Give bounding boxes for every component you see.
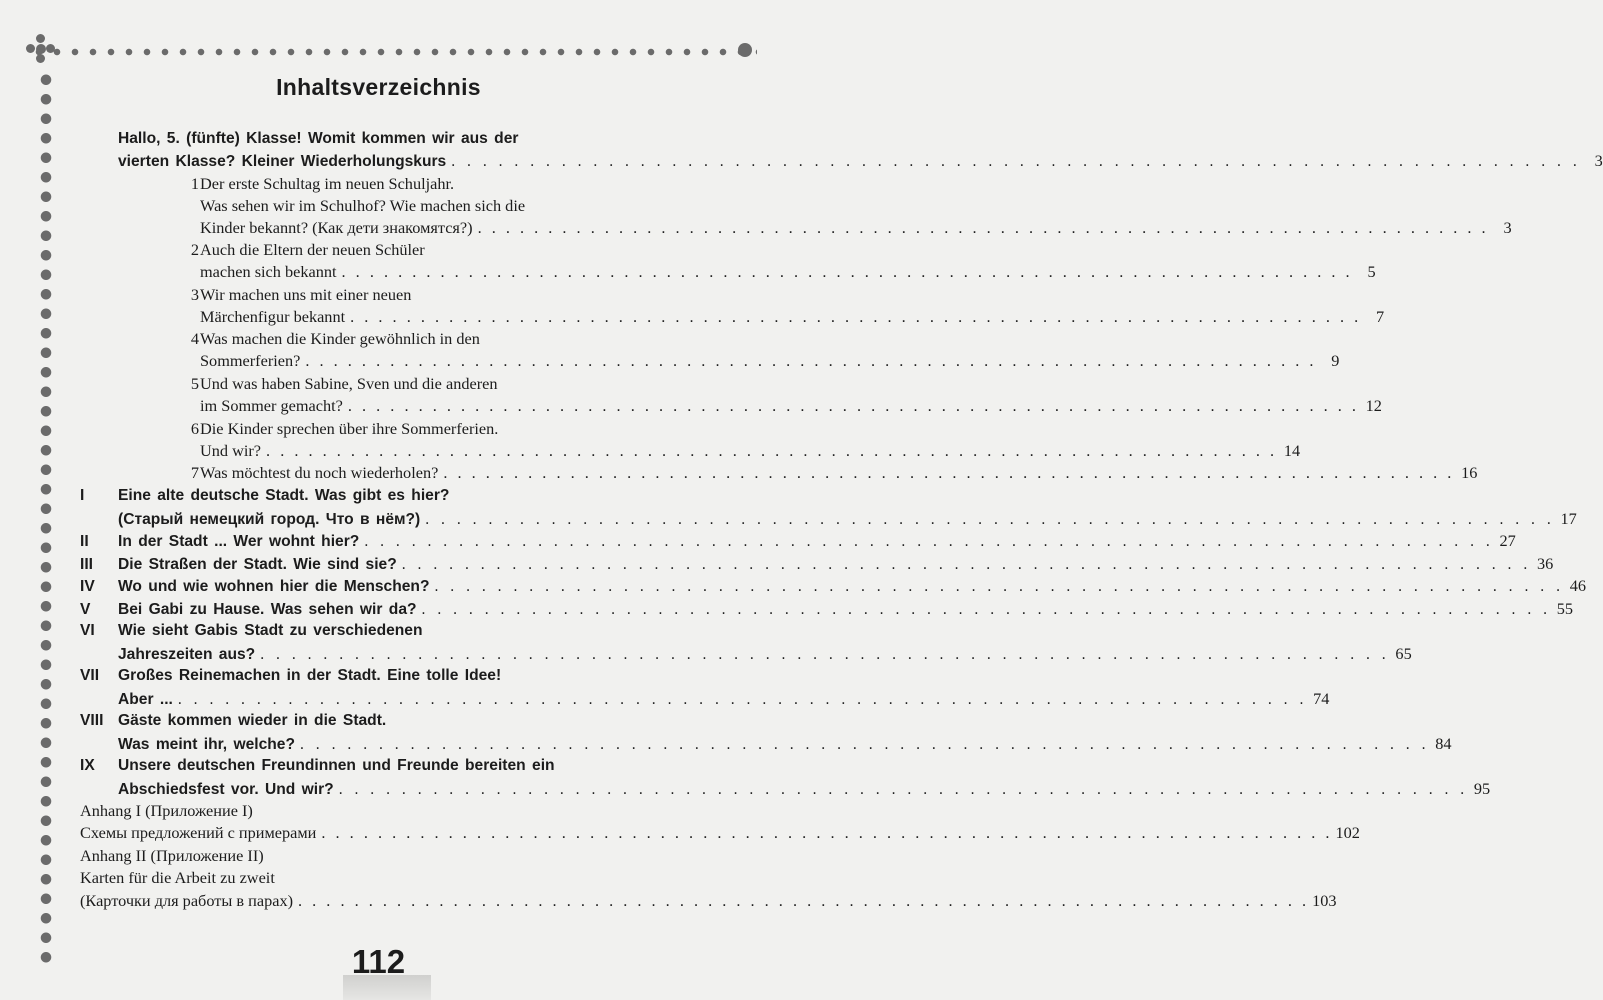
toc-row	[80, 665, 747, 687]
toc-page-number: 55	[1556, 599, 1574, 618]
toc-row	[160, 284, 747, 306]
toc-page-number: 17	[1560, 509, 1577, 528]
toc-title: Unsere deutschen Freundinnen und Freunde bereiten ein	[118, 757, 555, 774]
toc-page-number: 27	[1499, 531, 1516, 550]
toc-page-number: 74	[1313, 689, 1330, 708]
toc-number: I	[80, 487, 85, 504]
toc-title: (Карточки для работы в парах)	[80, 891, 294, 910]
toc-title: Abschiedsfest vor. Und wir?	[118, 781, 334, 798]
toc-page-number: 36	[1536, 554, 1554, 573]
toc-row	[80, 778, 1491, 800]
toc-number: VII	[80, 667, 100, 684]
toc-page-number: 102	[1335, 823, 1360, 842]
toc-title: Was sehen wir im Schulhof? Wie machen sich die	[200, 196, 526, 215]
toc-title: In der Stadt ... Wer wohnt hier?	[118, 533, 360, 550]
dot-leader: . . . . . . . . . . . . . . . . . . . . . . . . . . . . . . . . . . . . . . . . . . . . . . . . . . . . . . . . . . . . . . . . . . . . . . . .	[266, 441, 1278, 460]
toc-number: II	[80, 533, 89, 550]
dot-leader: . . . . . . . . . . . . . . . . . . . . . . . . . . . . . . . . . . . . . . . . . . . . . . . . . . . . . . . . . . . . . . . . . . . . . . . .	[421, 601, 1551, 618]
toc-number: 4	[190, 329, 199, 348]
toc-title: Märchenfigur bekannt	[200, 307, 346, 326]
dot-leader: . . . . . . . . . . . . . . . . . . . . . . . . . . . . . . . . . . . . . . . . . . . . . . . . . . . . . . . . . . . . . . . . . . . . . . . .	[401, 556, 1531, 573]
toc-number: VIII	[80, 712, 104, 729]
toc-title: Und was haben Sabine, Sven und die anderen	[200, 374, 498, 393]
toc-title: vierten Klasse? Kleiner Wiederholungskurs	[118, 153, 447, 170]
toc-number: III	[80, 556, 93, 573]
toc-row	[160, 328, 747, 350]
toc-row	[160, 195, 747, 217]
toc-title: Anhang I (Приложение I)	[80, 801, 253, 820]
toc-title: Схемы предложений с примерами	[80, 823, 317, 842]
toc-row	[160, 306, 1385, 328]
toc-row	[80, 508, 1577, 530]
toc-page-number: 12	[1365, 396, 1382, 415]
toc-title: Gäste kommen wieder in die Stadt.	[118, 712, 387, 729]
toc-row	[80, 867, 747, 889]
toc-row	[80, 620, 747, 642]
toc-row	[80, 485, 747, 507]
toc-row	[80, 845, 747, 867]
toc-number: 2	[190, 240, 199, 259]
toc-row	[80, 553, 1554, 575]
dot-leader: . . . . . . . . . . . . . . . . . . . . . . . . . . . . . . . . . . . . . . . . . . . . . . . . . . . . . . . . . . . . . . . . . . . . . . . .	[443, 463, 1455, 482]
dot-leader: . . . . . . . . . . . . . . . . . . . . . . . . . . . . . . . . . . . . . . . . . . . . . . . . . . . . . . . . . . . . . . . . . . . . . . . .	[305, 351, 1317, 370]
toc-number: 1	[190, 174, 199, 193]
toc-title: (Старый немецкий город. Что в нём?)	[118, 511, 421, 528]
toc-row	[80, 643, 1412, 665]
toc-row	[80, 598, 1574, 620]
toc-row	[80, 710, 747, 732]
dot-leader: . . . . . . . . . . . . . . . . . . . . . . . . . . . . . . . . . . . . . . . . . . . . . . . . . . . . . . . . . . . . . . . . . . . . . . . .	[425, 511, 1554, 528]
toc-title: Was meint ihr, welche?	[118, 736, 295, 753]
toc-row	[80, 890, 1337, 912]
dot-leader: . . . . . . . . . . . . . . . . . . . . . . . . . . . . . . . . . . . . . . . . . . . . . . . . . . . . . . . . . . . . . . . . . . . . . . . .	[177, 691, 1307, 708]
dot-leader: . . . . . . . . . . . . . . . . . . . . . . . . . . . . . . . . . . . . . . . . . . . . . . . . . . . . . . . . . . . . . . . . . . . . . . . .	[451, 153, 1580, 170]
toc-page-number: 16	[1461, 463, 1478, 482]
toc-row	[118, 128, 747, 150]
toc-row	[160, 261, 1376, 283]
toc-page-number: 9	[1331, 351, 1340, 370]
left-dot-border	[40, 70, 52, 970]
toc-row	[160, 239, 747, 261]
dot-leader: . . . . . . . . . . . . . . . . . . . . . . . . . . . . . . . . . . . . . . . . . . . . . . . . . . . . . . . . . . . . . . . . . . . . . . . .	[298, 891, 1310, 910]
toc-title: Karten für die Arbeit zu zweit	[80, 868, 275, 887]
toc-row	[160, 418, 747, 440]
toc-number: IX	[80, 757, 95, 774]
dot-leader: . . . . . . . . . . . . . . . . . . . . . . . . . . . . . . . . . . . . . . . . . . . . . . . . . . . . . . . . . . . . . . . . . . . . . . . .	[477, 218, 1489, 237]
toc-page-number: 5	[1367, 262, 1376, 281]
toc-title: Anhang II (Приложение II)	[80, 846, 264, 865]
toc-number: 6	[190, 419, 199, 438]
toc-page-number: 103	[1312, 891, 1337, 910]
toc-number: 3	[190, 285, 199, 304]
toc-title: Großes Reinemachen in der Stadt. Eine tolle Idee!	[118, 667, 502, 684]
toc-title: Was machen die Kinder gewöhnlich in den	[200, 329, 480, 348]
toc-title: Und wir?	[200, 441, 262, 460]
toc-row	[118, 150, 1603, 172]
toc-row	[80, 800, 747, 822]
toc-row	[160, 395, 1382, 417]
dot-leader: . . . . . . . . . . . . . . . . . . . . . . . . . . . . . . . . . . . . . . . . . . . . . . . . . . . . . . . . . . . . . . . . . . . . . . . .	[364, 533, 1493, 550]
toc-title: Die Kinder sprechen über ihre Sommerferien.	[200, 419, 499, 438]
toc-title: Die Straßen der Stadt. Wie sind sie?	[118, 556, 397, 573]
dot-leader: . . . . . . . . . . . . . . . . . . . . . . . . . . . . . . . . . . . . . . . . . . . . . . . . . . . . . . . . . . . . . . . . . . . . . . . .	[321, 823, 1333, 842]
toc-page-number: 65	[1395, 644, 1412, 663]
toc-row	[160, 350, 1340, 372]
toc-row	[160, 440, 1301, 462]
dot-leader: . . . . . . . . . . . . . . . . . . . . . . . . . . . . . . . . . . . . . . . . . . . . . . . . . . . . . . . . . . . . . . . . . . . . . . . .	[347, 396, 1359, 415]
toc-number: 5	[190, 374, 199, 393]
dot-leader: . . . . . . . . . . . . . . . . . . . . . . . . . . . . . . . . . . . . . . . . . . . . . . . . . . . . . . . . . . . . . . . . . . . . . . . .	[434, 578, 1563, 595]
toc-page-number: 14	[1283, 441, 1301, 460]
toc-page-number: 7	[1376, 307, 1385, 326]
toc-row	[80, 733, 1452, 755]
toc-number: IV	[80, 578, 95, 595]
toc-row	[80, 755, 747, 777]
top-right-dot	[738, 43, 752, 57]
toc-title: Aber ...	[118, 691, 173, 708]
toc-page-number: 46	[1569, 576, 1586, 595]
toc-row	[160, 462, 1478, 484]
toc-row	[160, 217, 1512, 239]
toc-title: Wo und wie wohnen hier die Menschen?	[118, 578, 430, 595]
toc-page-number: 3	[1594, 151, 1603, 170]
toc-number: VI	[80, 622, 95, 639]
toc-row	[80, 688, 1330, 710]
toc-row	[80, 530, 1516, 552]
corner-ornament	[26, 34, 56, 64]
toc-row	[160, 373, 747, 395]
top-dot-border	[30, 47, 757, 57]
toc-number: V	[80, 601, 91, 618]
toc-title: Wir machen uns mit einer neuen	[200, 285, 412, 304]
toc-title: Wie sieht Gabis Stadt zu verschiedenen	[118, 622, 423, 639]
toc-number: 7	[190, 463, 199, 482]
toc-title: Bei Gabi zu Hause. Was sehen wir da?	[118, 601, 417, 618]
toc-title: Der erste Schultag im neuen Schuljahr.	[200, 174, 455, 193]
toc-title: im Sommer gemacht?	[200, 396, 343, 415]
toc-title: Was möchtest du noch wiederholen?	[200, 463, 439, 482]
toc-title: Hallo, 5. (fünfte) Klasse! Womit kommen wir aus der	[118, 130, 519, 147]
toc-page-number: 84	[1435, 734, 1452, 753]
toc-title: Eine alte deutsche Stadt. Was gibt es hier?	[118, 487, 450, 504]
toc-row	[80, 822, 1360, 844]
page-number: 112	[351, 943, 406, 980]
toc-title: Sommerferien?	[200, 351, 301, 370]
dot-leader: . . . . . . . . . . . . . . . . . . . . . . . . . . . . . . . . . . . . . . . . . . . . . . . . . . . . . . . . . . . . . . . . . . . . . . . .	[300, 736, 1429, 753]
toc-title: Jahreszeiten aus?	[118, 646, 256, 663]
dot-leader: . . . . . . . . . . . . . . . . . . . . . . . . . . . . . . . . . . . . . . . . . . . . . . . . . . . . . . . . . . . . . . . . . . . . . . . .	[350, 307, 1362, 326]
toc-title: machen sich bekannt	[200, 262, 337, 281]
toc-page-number: 95	[1473, 779, 1491, 798]
toc-title: Auch die Eltern der neuen Schüler	[200, 240, 425, 259]
dot-leader: . . . . . . . . . . . . . . . . . . . . . . . . . . . . . . . . . . . . . . . . . . . . . . . . . . . . . . . . . . . . . . . . . . . . . . . .	[338, 781, 1468, 798]
toc-title: Kinder bekannt? (Как дети знакомятся?)	[200, 218, 473, 237]
dot-leader: . . . . . . . . . . . . . . . . . . . . . . . . . . . . . . . . . . . . . . . . . . . . . . . . . . . . . . . . . . . . . . . . . . . . . . . .	[260, 646, 1389, 663]
toc-row	[80, 575, 1586, 597]
toc-row	[160, 173, 747, 195]
page-title: Inhaltsverzeichnis	[276, 74, 481, 100]
toc-page-number: 3	[1503, 218, 1512, 237]
dot-leader: . . . . . . . . . . . . . . . . . . . . . . . . . . . . . . . . . . . . . . . . . . . . . . . . . . . . . . . . . . . . . . . . . . . . . . . .	[341, 262, 1353, 281]
